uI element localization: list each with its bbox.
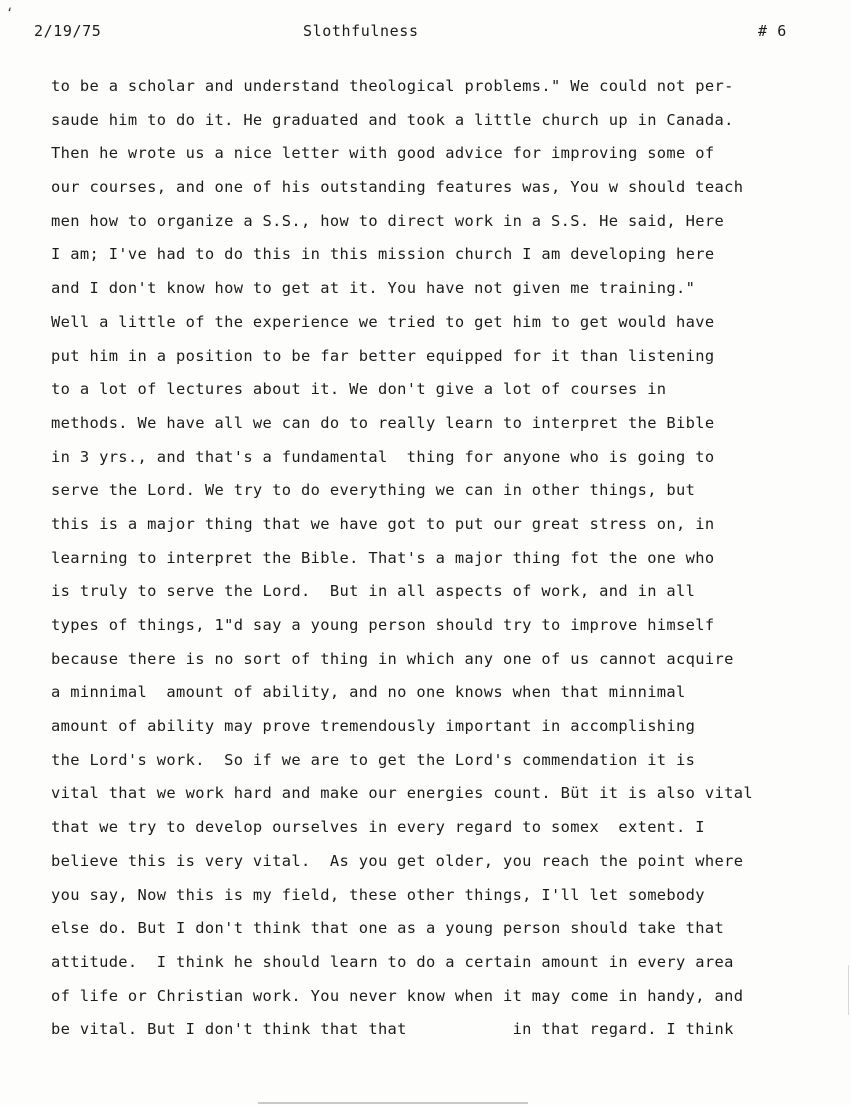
text-line: methods. We have all we can do to really learn to interpret the Bible — [51, 413, 715, 432]
text-line: this is a major thing that we have got to put our great stress on, in — [51, 514, 715, 533]
text-line: you say, Now this is my field, these other things, I'll let somebody — [51, 885, 705, 904]
text-line: attitude. I think he should learn to do a certain amount in every area — [51, 952, 734, 971]
scan-edge-mark — [848, 965, 849, 1015]
text-line: because there is no sort of thing in which any one of us cannot acquire — [51, 649, 734, 668]
text-line: Then he wrote us a nice letter with good advice for improving some of — [51, 144, 715, 163]
header-page-number: # 6 — [758, 22, 787, 40]
text-line: types of things, 1"d say a young person should try to improve himself — [51, 616, 715, 634]
text-line: to a lot of lectures about it. We don't give a lot of courses in — [51, 380, 667, 399]
text-line: our courses, and one of his outstanding features was, You w should teach — [51, 178, 744, 197]
header-date: 2/19/75 — [34, 22, 102, 40]
text-line: vital that we work hard and make our energies count. Büt it is also vital — [51, 784, 753, 803]
stray-pen-mark: ‘ — [6, 6, 14, 20]
header-title: Slothfulness — [303, 22, 419, 40]
text-line: be vital. But I don't think that that in that regard. I think — [51, 1020, 734, 1039]
text-line: that we try to develop ourselves in every regard to somex extent. I — [51, 818, 705, 837]
text-line: Well a little of the experience we tried to get him to get would have — [51, 312, 715, 331]
scan-bottom-rule — [258, 1102, 528, 1104]
text-line: put him in a position to be far better equipped for it than listening — [51, 346, 715, 365]
text-line: learning to interpret the Bible. That's a major thing fot the one who — [51, 548, 715, 567]
text-line: believe this is very vital. As you get older, you reach the point where — [51, 851, 744, 870]
text-line: in 3 yrs., and that's a fundamental thing for anyone who is going to — [51, 447, 715, 466]
text-line: of life or Christian work. You never know when it may come in handy, and — [51, 986, 744, 1005]
text-line: is truly to serve the Lord. But in all aspects of work, and in all — [51, 582, 696, 601]
text-line: amount of ability may prove tremendously important in accomplishing — [51, 717, 696, 736]
text-line: a minnimal amount of ability, and no one knows when that minnimal — [51, 683, 686, 702]
text-line: men how to organize a S.S., how to direct work in a S.S. He said, Here — [51, 211, 725, 230]
text-line: else do. But I don't think that one as a young person should take that — [51, 919, 725, 938]
page-header — [0, 22, 851, 46]
text-line: serve the Lord. We try to do everything we can in other things, but — [51, 481, 696, 500]
text-line: I am; I've had to do this in this mission church I am developing here — [51, 245, 715, 264]
text-line: and I don't know how to get at it. You have not given me training." — [51, 279, 696, 298]
text-line: saude him to do it. He graduated and took a little church up in Canada. — [51, 110, 734, 129]
body-text — [51, 76, 841, 1053]
text-line: the Lord's work. So if we are to get the Lord's commendation it is — [51, 750, 696, 769]
text-line: to be a scholar and understand theological problems." We could not per- — [51, 77, 734, 95]
